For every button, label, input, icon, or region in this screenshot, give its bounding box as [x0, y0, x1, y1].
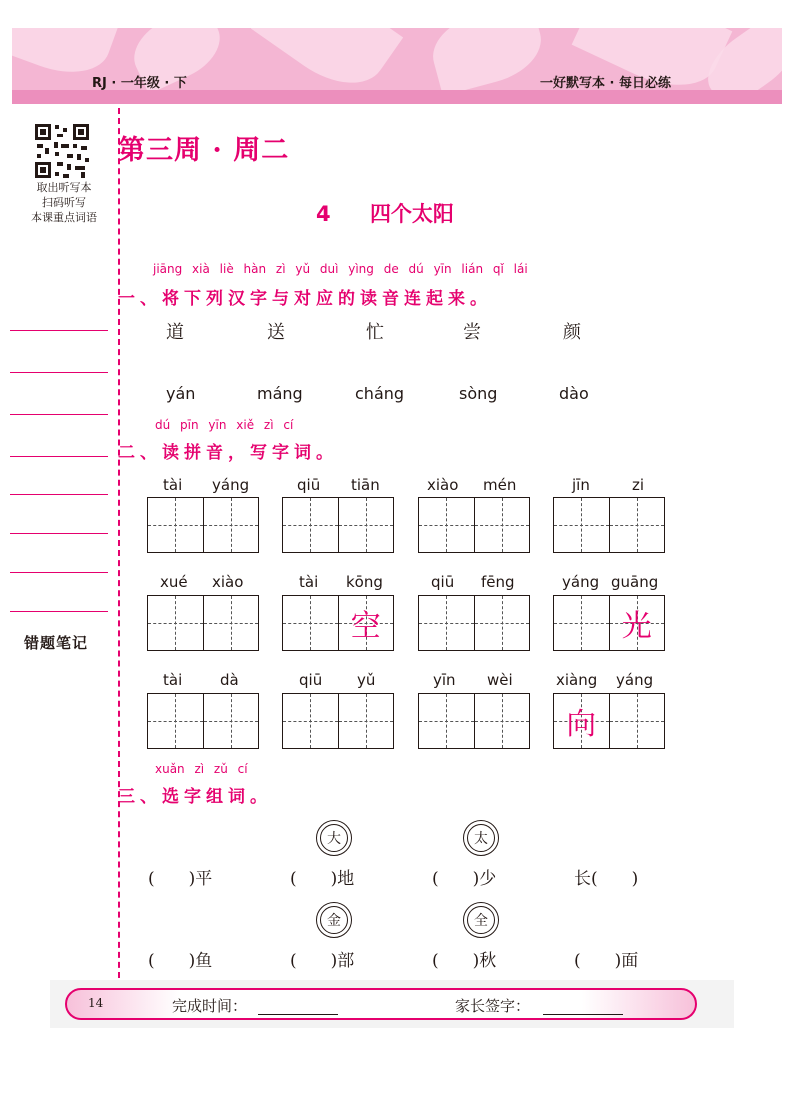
- word-pinyin: tài: [299, 573, 319, 591]
- cell-character: 空: [350, 609, 381, 644]
- week-title: 第三周 · 周二: [118, 135, 290, 166]
- cell-character: [148, 596, 203, 650]
- word-pinyin: zi: [632, 476, 645, 494]
- section1-title: 一、将下列汉字与对应的读音连起来。: [118, 289, 492, 309]
- writing-cell[interactable]: [474, 498, 530, 552]
- section3-pinyin: xuǎn zì zǔ cí: [155, 762, 248, 776]
- writing-cell[interactable]: [338, 596, 394, 650]
- choice-character: 太: [474, 831, 488, 847]
- cell-character: [610, 694, 665, 748]
- fill-blank[interactable]: ( )平: [148, 869, 213, 889]
- writing-cell[interactable]: [148, 498, 203, 552]
- writing-grid[interactable]: [282, 693, 394, 749]
- cell-character: [148, 694, 203, 748]
- writing-grid[interactable]: [553, 693, 665, 749]
- fill-blank[interactable]: ( )少: [432, 869, 497, 889]
- word-pinyin: mén: [483, 476, 517, 494]
- writing-cell[interactable]: [203, 498, 259, 552]
- fill-blank[interactable]: ( )秋: [432, 951, 497, 971]
- page-number: 14: [88, 996, 104, 1010]
- writing-cell[interactable]: [474, 694, 530, 748]
- writing-cell[interactable]: [554, 498, 609, 552]
- header-grade: RJ · 一年级 · 下: [92, 76, 187, 91]
- cell-character: [204, 596, 259, 650]
- writing-cell[interactable]: [203, 596, 259, 650]
- writing-cell[interactable]: [283, 498, 338, 552]
- writing-cell[interactable]: [148, 694, 203, 748]
- qr-caption-line-3: 本课重点词语: [31, 211, 97, 224]
- qr-code-icon[interactable]: [33, 122, 91, 180]
- writing-cell[interactable]: [283, 596, 338, 650]
- writing-grid[interactable]: [553, 497, 665, 553]
- cell-character: [204, 694, 259, 748]
- choice-badge: [463, 902, 499, 938]
- word-pinyin: xiào: [427, 476, 459, 494]
- section3-title: 三、选字组词。: [118, 787, 272, 807]
- word-pinyin: fēng: [481, 573, 515, 591]
- section1-pinyin: jiāng xià liè hàn zì yǔ duì yìng de dú yīn lián qǐ lái: [153, 262, 528, 276]
- choice-character: 全: [474, 913, 488, 929]
- word-pinyin: guāng: [611, 573, 659, 591]
- word-pinyin: qiū: [297, 476, 321, 494]
- match-pinyin[interactable]: máng: [257, 384, 303, 403]
- word-pinyin: yáng: [616, 671, 654, 689]
- writing-grid[interactable]: [418, 497, 530, 553]
- match-pinyin[interactable]: yán: [166, 384, 196, 403]
- writing-cell[interactable]: [419, 596, 474, 650]
- notes-title: 错题笔记: [24, 634, 89, 652]
- note-line[interactable]: [10, 414, 108, 415]
- match-pinyin[interactable]: cháng: [355, 384, 405, 403]
- cell-character: [475, 694, 530, 748]
- choice-badge: [316, 820, 352, 856]
- note-line[interactable]: [10, 533, 108, 534]
- writing-grid[interactable]: [147, 595, 259, 651]
- match-character[interactable]: 尝: [463, 322, 481, 343]
- note-line[interactable]: [10, 372, 108, 373]
- fill-blank[interactable]: 长( ): [574, 869, 639, 889]
- cell-character: [419, 694, 474, 748]
- word-pinyin: jīn: [572, 476, 590, 494]
- word-pinyin: tiān: [351, 476, 380, 494]
- cell-character: [419, 596, 474, 650]
- qr-caption: [20, 180, 108, 225]
- writing-cell[interactable]: [419, 498, 474, 552]
- cell-character: [419, 498, 474, 552]
- completion-time-label: 完成时间：: [172, 997, 248, 1015]
- writing-grid[interactable]: [418, 693, 530, 749]
- section2-title: 二、读拼音，写字词。: [118, 443, 338, 463]
- lesson-number: 4: [316, 202, 331, 226]
- cell-character: [204, 498, 259, 552]
- completion-time-field[interactable]: [258, 1014, 338, 1015]
- writing-cell[interactable]: [609, 596, 665, 650]
- word-pinyin: yáng: [212, 476, 250, 494]
- writing-cell[interactable]: [474, 596, 530, 650]
- writing-cell[interactable]: [203, 694, 259, 748]
- writing-cell[interactable]: [338, 694, 394, 748]
- parent-signature-field[interactable]: [543, 1014, 623, 1015]
- writing-cell[interactable]: [283, 694, 338, 748]
- note-line[interactable]: [10, 494, 108, 495]
- match-character[interactable]: 忙: [366, 322, 384, 343]
- cell-character: [283, 694, 338, 748]
- writing-cell[interactable]: [419, 694, 474, 748]
- cell-character: 光: [621, 609, 652, 644]
- fill-blank[interactable]: ( )地: [290, 869, 355, 889]
- word-pinyin: qiū: [431, 573, 455, 591]
- cell-character: [554, 596, 609, 650]
- qr-caption-line-1: 取出听写本: [36, 181, 92, 194]
- writing-grid[interactable]: [282, 595, 394, 651]
- cell-character: [554, 498, 609, 552]
- cell-character: [148, 498, 203, 552]
- writing-grid[interactable]: [418, 595, 530, 651]
- cell-character: [475, 596, 530, 650]
- choice-badge: [316, 902, 352, 938]
- writing-grid[interactable]: [282, 497, 394, 553]
- word-pinyin: tài: [163, 671, 183, 689]
- choice-character: 金: [327, 913, 341, 929]
- word-pinyin: kōng: [346, 573, 383, 591]
- parent-signature-label: 家长签字：: [455, 997, 531, 1015]
- writing-cell[interactable]: [554, 596, 609, 650]
- margin-divider: [118, 108, 120, 988]
- word-pinyin: yǔ: [357, 671, 376, 689]
- word-pinyin: wèi: [487, 671, 513, 689]
- match-character[interactable]: 送: [267, 322, 285, 343]
- section2-pinyin: dú pīn yīn xiě zì cí: [155, 418, 294, 432]
- writing-cell[interactable]: [148, 596, 203, 650]
- cell-character: [283, 596, 338, 650]
- writing-grid[interactable]: [553, 595, 665, 651]
- cell-character: [283, 498, 338, 552]
- note-line[interactable]: [10, 456, 108, 457]
- word-pinyin: xué: [160, 573, 188, 591]
- cell-character: [475, 498, 530, 552]
- match-character[interactable]: 道: [166, 322, 184, 343]
- lesson-title: [316, 198, 454, 228]
- cell-character: 向: [566, 707, 597, 742]
- header-banner: [12, 28, 782, 104]
- header-series: 一好默写本 · 每日必练: [540, 76, 671, 91]
- fill-blank[interactable]: ( )部: [290, 951, 355, 971]
- writing-cell[interactable]: [609, 694, 665, 748]
- word-pinyin: yīn: [433, 671, 456, 689]
- writing-cell[interactable]: [338, 498, 394, 552]
- word-pinyin: qiū: [299, 671, 323, 689]
- match-pinyin[interactable]: dào: [559, 384, 589, 403]
- cell-character: [610, 498, 665, 552]
- writing-cell[interactable]: [554, 694, 609, 748]
- qr-caption-line-2: 扫码听写: [42, 196, 86, 209]
- note-line[interactable]: [10, 330, 108, 331]
- word-pinyin: dà: [220, 671, 239, 689]
- fill-blank[interactable]: ( )面: [574, 951, 639, 971]
- cell-character: [339, 694, 394, 748]
- lesson-name: 四个太阳: [369, 202, 454, 226]
- note-line[interactable]: [10, 572, 108, 573]
- writing-grid[interactable]: [147, 497, 259, 553]
- footer-bar: [65, 988, 697, 1020]
- choice-character: 大: [327, 831, 341, 847]
- note-line[interactable]: [10, 611, 108, 612]
- match-pinyin[interactable]: sòng: [459, 384, 498, 403]
- choice-badge: [463, 820, 499, 856]
- fill-blank[interactable]: ( )鱼: [148, 951, 213, 971]
- word-pinyin: tài: [163, 476, 183, 494]
- word-pinyin: xiào: [212, 573, 244, 591]
- cell-character: [339, 498, 394, 552]
- writing-cell[interactable]: [609, 498, 665, 552]
- writing-grid[interactable]: [147, 693, 259, 749]
- match-character[interactable]: 颜: [563, 322, 581, 343]
- word-pinyin: xiàng: [556, 671, 598, 689]
- word-pinyin: yáng: [562, 573, 600, 591]
